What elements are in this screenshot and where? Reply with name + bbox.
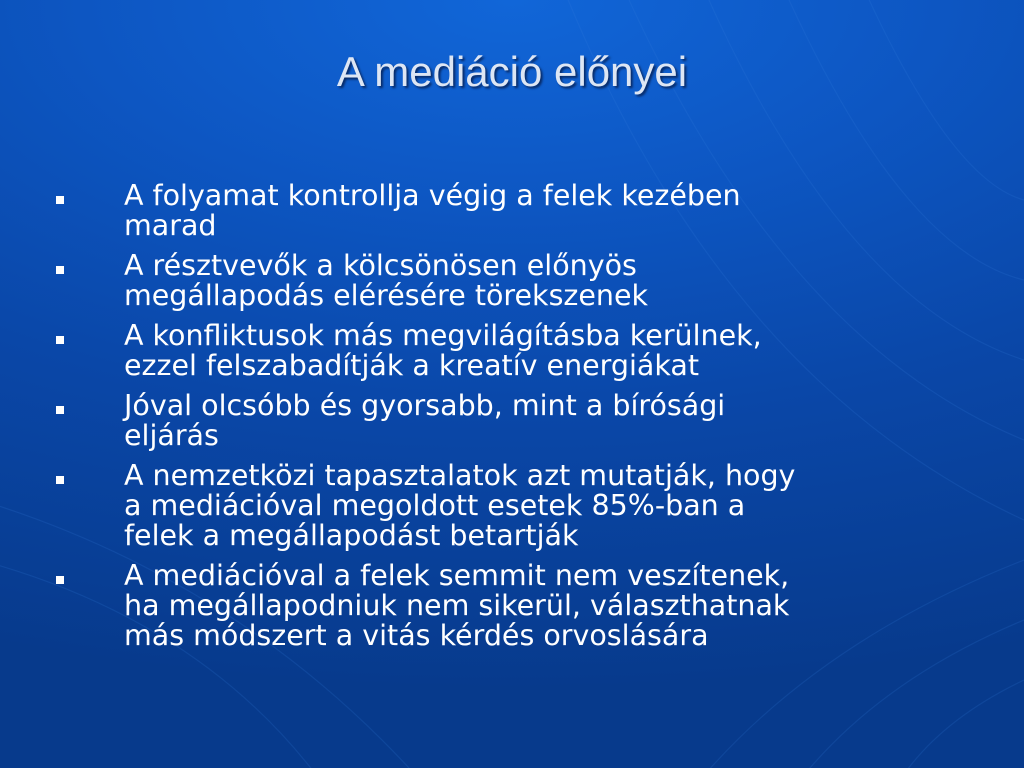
square-bullet-icon bbox=[56, 476, 64, 484]
bullet-text: A konfliktusok más megvilágításba kerülnek, ezzel felszabadítják a kreatív energiákat bbox=[124, 319, 762, 382]
bullet-list bbox=[0, 181, 1024, 661]
square-bullet-icon bbox=[56, 196, 64, 204]
bullet-text: Jóval olcsóbb és gyorsabb, mint a bírósági eljárás bbox=[124, 389, 726, 452]
square-bullet-icon bbox=[56, 336, 64, 344]
bullet-item bbox=[0, 561, 1024, 651]
bullet-text: A nemzetközi tapasztalatok azt mutatják, hogy a mediációval megoldott esetek 85%-ban a felek a megállapodást betartják bbox=[124, 459, 796, 552]
square-bullet-icon bbox=[56, 266, 64, 274]
square-bullet-icon bbox=[56, 576, 64, 584]
slide-title: A mediáció előnyei bbox=[336, 48, 688, 95]
bullet-item bbox=[0, 461, 1024, 551]
bullet-item bbox=[0, 251, 1024, 311]
bullet-item bbox=[0, 321, 1024, 381]
bullet-item bbox=[0, 181, 1024, 241]
bullet-text: A résztvevők a kölcsönösen előnyös megállapodás elérésére törekszenek bbox=[124, 249, 649, 312]
bullet-text: A mediációval a felek semmit nem veszítenek, ha megállapodniuk nem sikerül, választhatnak más módszert a vitás kérdés orvoslására bbox=[124, 559, 790, 652]
square-bullet-icon bbox=[56, 406, 64, 414]
bullet-item bbox=[0, 391, 1024, 451]
bullet-text: A folyamat kontrollja végig a felek kezében marad bbox=[124, 179, 741, 242]
